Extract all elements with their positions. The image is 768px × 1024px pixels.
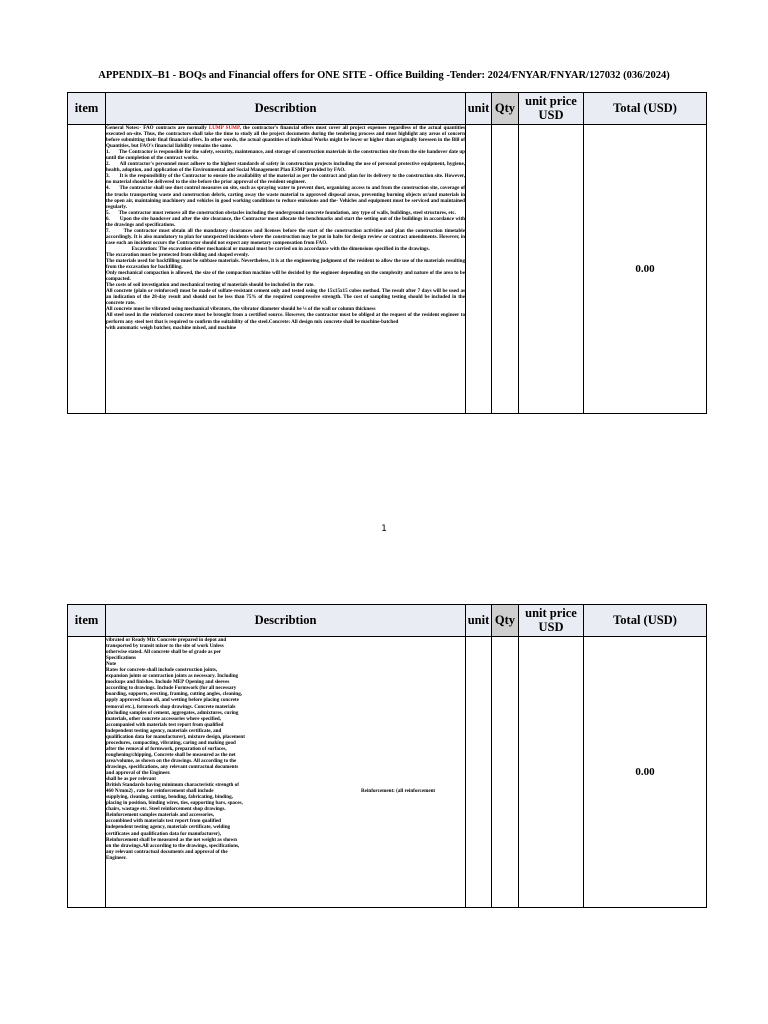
header-description: Describtion <box>106 605 466 637</box>
description-content <box>106 637 465 861</box>
description-cell <box>106 125 466 414</box>
header-qty: Qty <box>492 93 519 125</box>
table-header-row <box>68 93 707 125</box>
unit-cell <box>466 125 492 414</box>
general-notes <box>106 125 465 331</box>
table-row <box>68 637 707 908</box>
boq-table-page2 <box>67 604 707 908</box>
header-item: item <box>68 93 106 125</box>
header-unit-price: unit price USD <box>519 605 584 637</box>
table-header-row <box>68 605 707 637</box>
boq-table-page1 <box>67 92 707 414</box>
qty-cell <box>492 637 519 908</box>
header-qty: Qty <box>492 605 519 637</box>
qty-cell <box>492 125 519 414</box>
reinforcement-label: Reinforcement: (all reinforcement <box>361 788 436 794</box>
item-cell <box>68 125 106 414</box>
concrete-description: vibrated or Ready Mix Concrete prepared in depot and transported by transit mixer to the site of work Unless otherwise stated. All concrete shall be of grade as per Specifications Note Rates for concrete shall include construction joints, expansion joints or contraction joints as necessary. Including mockups and finishes. Include MEP Opening and sleeves according to drawings. Include Formwork (for all necessary boarding, supports, erecting, framing, cutting angles, cleaning, apply approved foam oil, and wetting before placing concrete removal etc.), formwork shop drawings. Concrete materials (including samples of cement, aggregates, admixtures, curing materials, other concrete accessories where specified, accompanied with materials test report from qualified independent testing agency, materials certificate, and qualification data for manufacturer), mixture design, placement procedures, compacting, vibrating, caring and making good after the removal of formwork, preparation of surfaces, roughening/chipping, Concrete shall be measured as the net area/volume, as shown on the drawings. All according to the drawings, specifications, any relevant contractual documents and approval of the Engineer. shall be as per relevant British Standards having minimum characteristic strength of 460 N/mm2) , rate for reinforcement shall include supplying, cleaning, cutting, bending, fabricating, binding, placing in position, binding wires, ties, supporting bars, spaces, chairs, wastage etc. Steel reinforcement shop drawings. Reinforcement samples materials and accessories, accombined with materials test report from qualified independent testing agency, materials certificate, welding certificates and qualification data for manufacturer), Reinforcement shall be measured as the net weight as shown on the drawings.All according to the drawings, specifications, any relevant contractual documents and approval of the Engineer. <box>106 637 245 861</box>
header-unit: unit <box>466 605 492 637</box>
item-cell <box>68 637 106 908</box>
page-number: 1 <box>381 524 387 534</box>
unit-price-cell <box>519 125 584 414</box>
lump-sum-highlight: LUMP SUMP <box>208 125 240 131</box>
document-title: APPENDIX–B1 - BOQs and Financial offers for ONE SITE - Office Building -Tender: 2024/FNYAR/FNYAR/127032 (036/2024) <box>98 70 670 81</box>
header-unit: unit <box>466 93 492 125</box>
header-unit-price: unit price USD <box>519 93 584 125</box>
header-total: Total (USD) <box>584 93 707 125</box>
description-cell <box>106 637 466 908</box>
header-item: item <box>68 605 106 637</box>
notes-body: , the contractor's financial offers must cover all project expenses regardless of the actual quantities executed on-site. Thus, the contractors shall take the time to study all the project documents during the tendering process and must highlight any areas of concern before submitting their final financial offers. In other words, the actual quantities of individual Works might be lower or higher than originally foreseen in the Bill of Quantities, but FAO's financial liability remains the same. 1. The Contractor is responsible for the safety, security, maintenance, and storage of construction materials in the construction site from the site handover date up until the completion of the contract works. 2. All contractor's personnel must adhere to the highest standards of safety in construction projects including the use of personal protective equipment, hygiene, health, adoption, and application of the Environmental and Social Management Plan ESMP provided by FAO. 3. It is the responsibility of the Contractor to ensure the availability of the material as per the contract and plan for its delivery to the construction site. However, no material should be delivered to the site before the prior approval of the resident engineer. 4. The contractor shall use dust control measures on site, such as spraying water to prevent dust, organizing access to and from the construction site, coverage of the trucks transporting waste and construction debris, carting away the waste material to approved disposal areas, preventing burning objects or/and materials in the open air, maintaining machinery and vehicles in good working conditions to reduce emissions and the- Vehicles and equipment must be serviced and maintained regularly. 5. The contractor must remove all the construction obstacles including the underground concrete foundation, any type of walls, buildings, steel structures, etc. 6. Upon the site handover and after the site clearance, the Contractor must allocate the benchmarks and start the setting out of the buildings in accordance with the drawings and specifications. 7. The contractor must obtain all the mandatory clearances and licenses before the start of the construction activities and plan the construction timetable accordingly. It is also mandatory to plan for unexpected incidents where the construction may be put in halts for design review or contract amendments. However, in case such an incident occurs the Contractor should not expect any monetary compensation from FAO. Excavation: The excavation either mechanical or manual must be carried on in accordance with the dimensions specified in the drawings. The excavation must be protected from sliding and shaped evenly. The materials used for backfilling must be subbase materials. Nevertheless, it is at the engineering judgment of the resident to allow the use of the materials resulting from the excavation for backfilling. Only mechanical compaction is allowed, the size of the compaction machine will be decided by the engineer depending on the complexity and nature of the area to be compacted. The costs of soil investigation and mechanical testing of materials should be included in the rate. All concrete (plain or reinforced) must be made of sulfate-resistant cement only and tested using the 15x15x15 cubes method. The result after 7 days will be used as an indication of the 28-day result and should not be less than 75% of the required compressive strength. The cost of sampling testing should be included in the concrete rate. All concrete must be vibrated using mechanical vibrators, the vibrator diameter should be ¼ of the wall or column thickness All steel used in the reinforced concrete must be brought from a certified source. However, the contractor must be obliged at the request of the resident engineer to perform any steel test that is required to confirm the suitability of the steel.Concrete: All design mix concrete shall be machine-batched with automatic weigh batcher, machine mixed, and machine <box>106 125 465 331</box>
header-total: Total (USD) <box>584 605 707 637</box>
total-cell: 0.00 <box>584 125 707 414</box>
unit-price-cell <box>519 637 584 908</box>
header-description: Describtion <box>106 93 466 125</box>
total-cell: 0.00 <box>584 637 707 908</box>
unit-cell <box>466 637 492 908</box>
notes-prefix: General Notes:- FAO contracts are normally <box>106 125 209 131</box>
table-row <box>68 125 707 414</box>
